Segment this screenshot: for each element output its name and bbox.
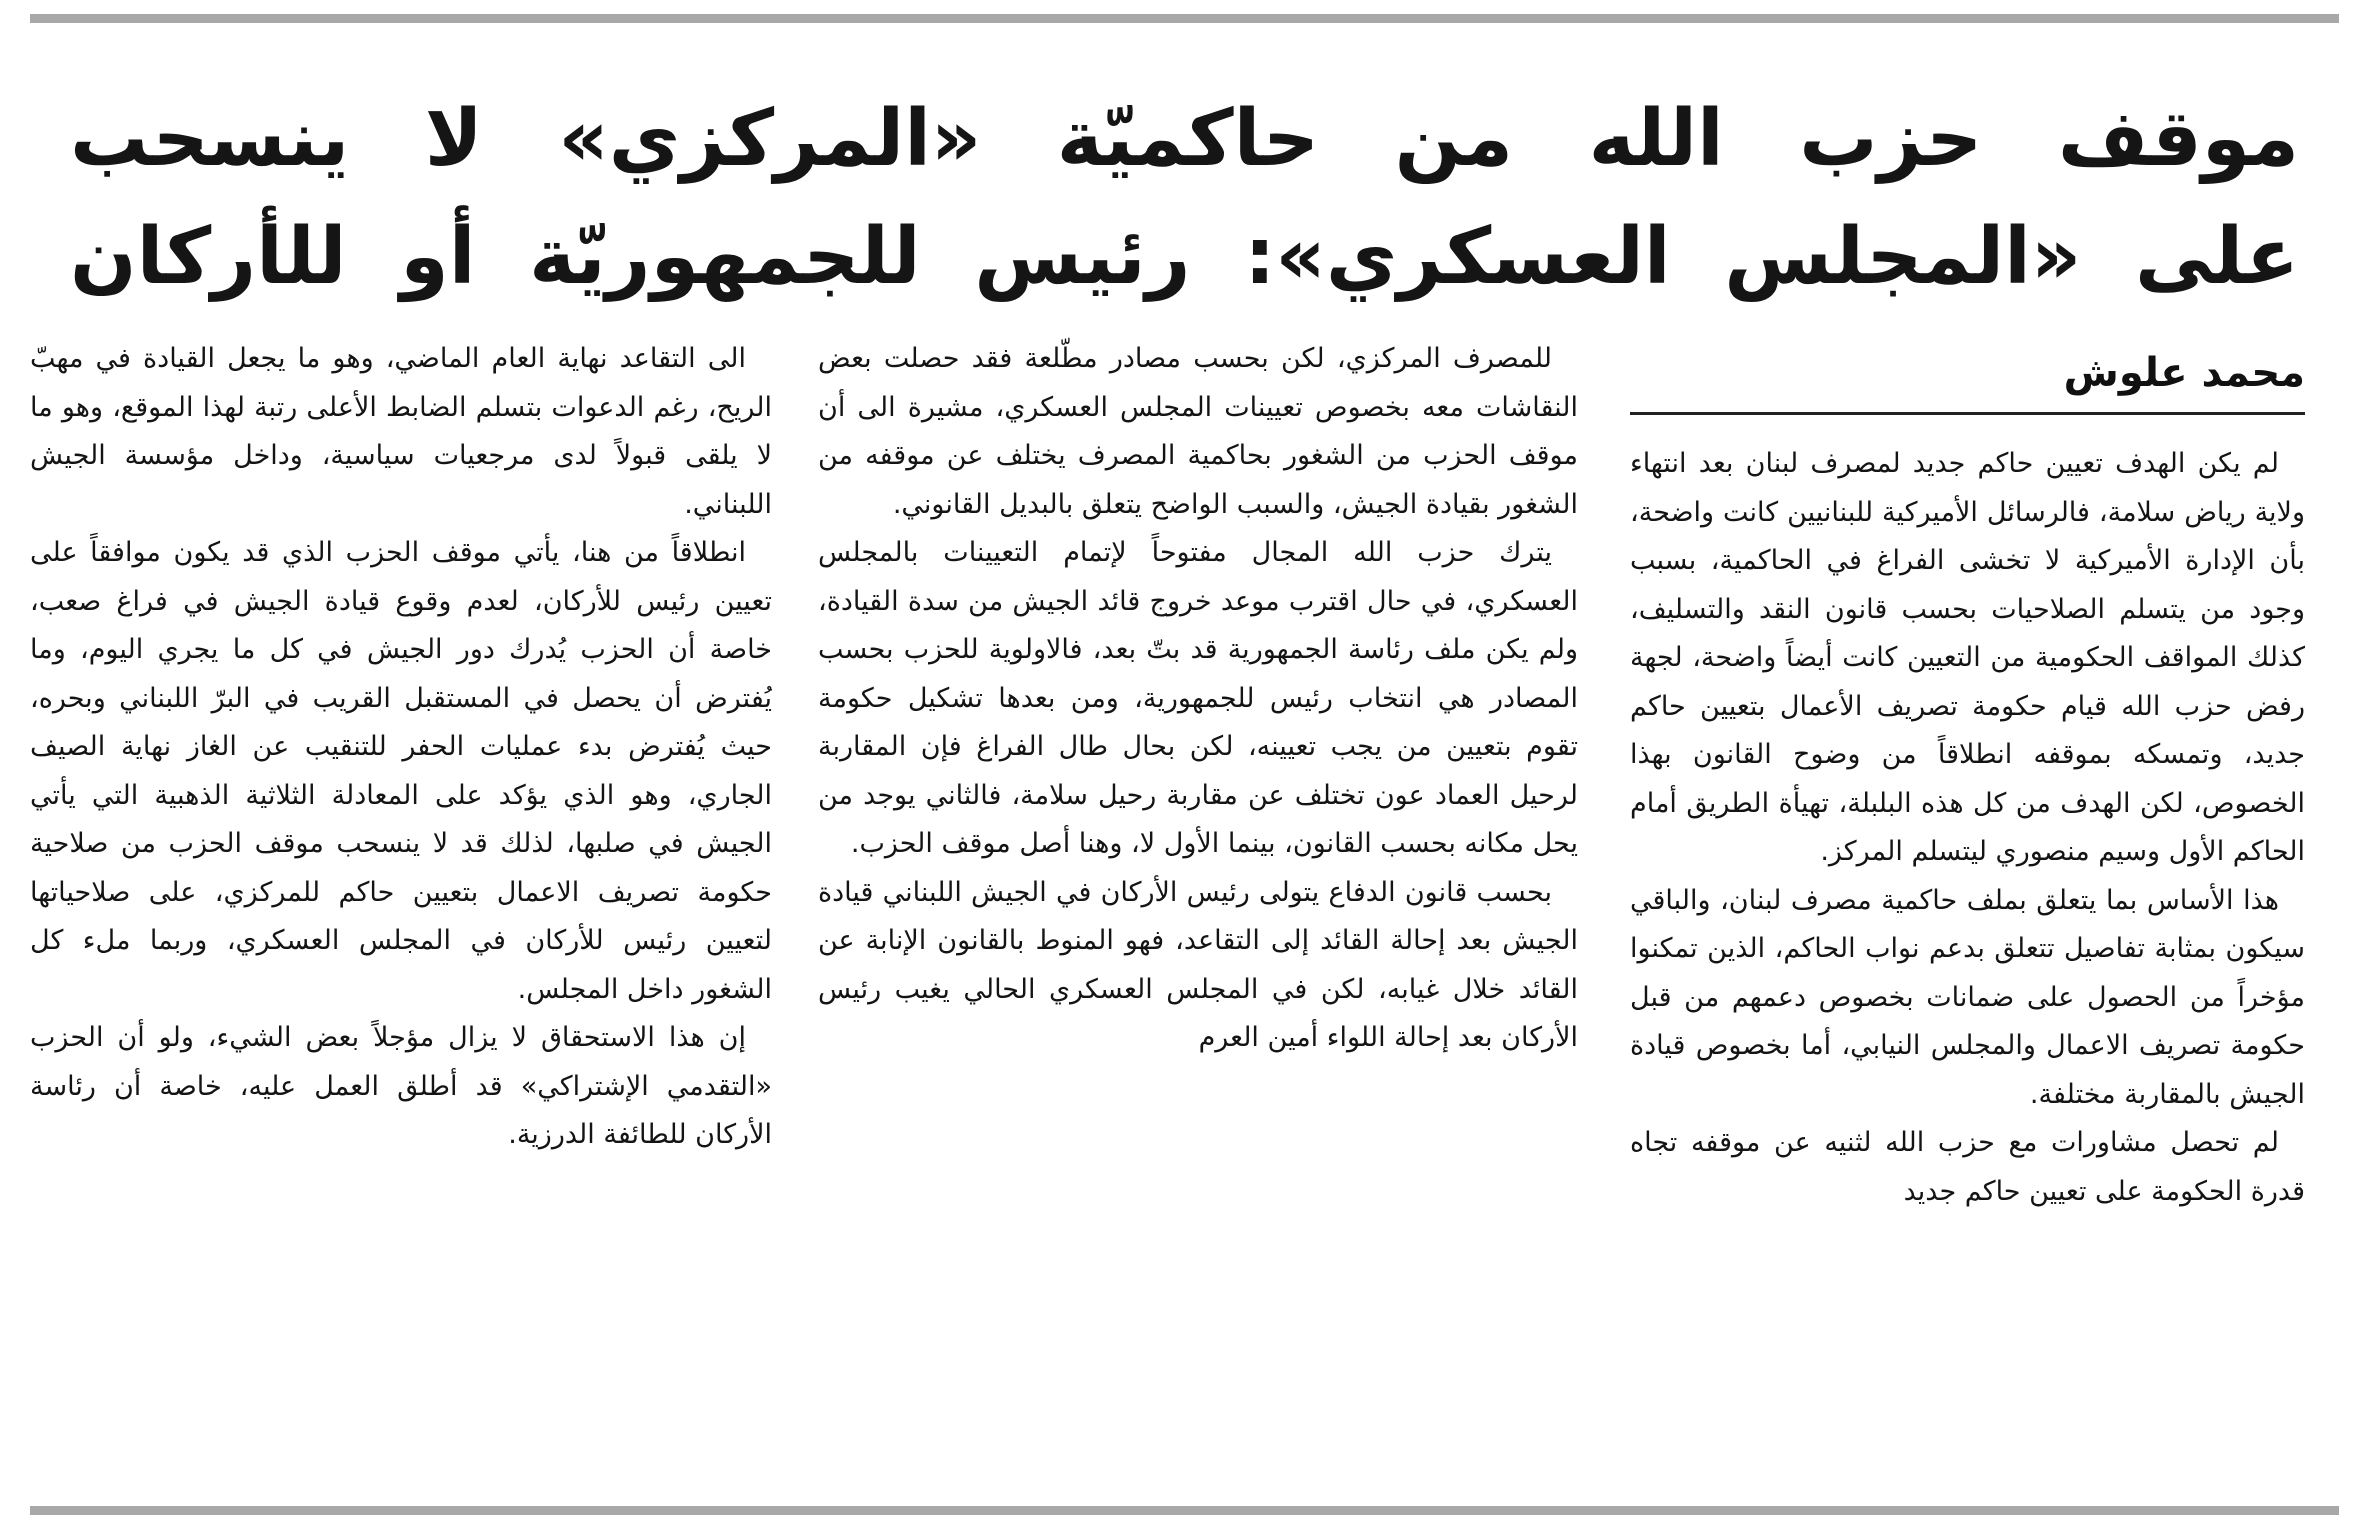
- top-rule: [30, 14, 2339, 23]
- paragraph: يترك حزب الله المجال مفتوحاً لإتمام التعيينات بالمجلس العسكري، في حال اقترب موعد خروج قائد الجيش من سدة القيادة، ولم يكن ملف رئاسة الجمهورية قد بتّ بعد، فالاولوية للحزب بحسب المصادر هي انتخاب رئيس للجمهورية، ومن بعدها تشكيل حكومة تقوم بتعيين من يجب تعيينه، لكن بحال طال الفراغ فإن المقاربة لرحيل العماد عون تختلف عن مقاربة رحيل سلامة، فالثاني يوجد من يحل مكانه بحسب القانون، بينما الأول لا، وهنا أصل موقف الحزب.: [818, 537, 1578, 859]
- paragraph: إن هذا الاستحقاق لا يزال مؤجلاً بعض الشيء، ولو أن الحزب «التقدمي الإشتراكي» قد أطلق العمل عليه، خاصة أن رئاسة الأركان للطائفة الدرزية.: [30, 1022, 772, 1150]
- paragraph: الى التقاعد نهاية العام الماضي، وهو ما يجعل القيادة في مهبّ الريح، رغم الدعوات بتسلم الضابط الأعلى رتبة لهذا الموقع، وهو ما لا يلقى قبولاً لدى مرجعيات سياسية، وداخل مؤسسة الجيش اللبناني.: [30, 343, 772, 520]
- article-column-2: [818, 335, 1578, 1480]
- headline-line-2: على «المجلس العسكري»: رئيس للجمهوريّة أو للأركان: [70, 212, 2299, 302]
- author-byline: محمد علوش: [2063, 350, 2305, 396]
- bottom-rule: [30, 1506, 2339, 1515]
- article-column-1: [1630, 440, 2305, 1480]
- paragraph: للمصرف المركزي، لكن بحسب مصادر مطّلعة فقد حصلت بعض النقاشات معه بخصوص تعيينات المجلس العسكري، مشيرة الى أن موقف الحزب من الشغور بحاكمية المصرف يختلف عن موقفه من الشغور بقيادة الجيش، والسبب الواضح يتعلق بالبديل القانوني.: [818, 343, 1578, 520]
- headline-line-1: موقف حزب الله من حاكميّة «المركزي» لا ينسحب: [70, 94, 2299, 184]
- article-column-3: [30, 335, 772, 1480]
- paragraph: هذا الأساس بما يتعلق بملف حاكمية مصرف لبنان، والباقي سيكون بمثابة تفاصيل تتعلق بدعم نواب الحاكم، الذين تمكنوا مؤخراً من الحصول على ضمانات بخصوص دعمهم من قبل حكومة تصريف الاعمال والمجلس النيابي، أما بخصوص قيادة الجيش بالمقاربة مختلفة.: [1630, 884, 2305, 1110]
- paragraph: بحسب قانون الدفاع يتولى رئيس الأركان في الجيش اللبناني قيادة الجيش بعد إحالة القائد إلى التقاعد، فهو المنوط بالقانون الإنابة عن القائد خلال غيابه، لكن في المجلس العسكري الحالي يغيب رئيس الأركان بعد إحالة اللواء أمين العرم: [818, 876, 1578, 1053]
- paragraph: انطلاقاً من هنا، يأتي موقف الحزب الذي قد يكون موافقاً على تعيين رئيس للأركان، لعدم وقوع قيادة الجيش في فراغ صعب، خاصة أن الحزب يُدرك دور الجيش في كل ما يجري اليوم، وما يُفترض أن يحصل في المستقبل القريب في البرّ اللبناني وبحره، حيث يُفترض بدء عمليات الحفر للتنقيب عن الغاز نهاية الصيف الجاري، وهو الذي يؤكد على المعادلة الثلاثية الذهبية التي يأتي الجيش في صلبها، لذلك قد لا ينسحب موقف الحزب من صلاحية حكومة تصريف الاعمال بتعيين حاكم للمركزي، على صلاحياتها لتعيين رئيس للأركان في المجلس العسكري، وربما ملء كل الشغور داخل المجلس.: [30, 537, 772, 1005]
- headline: [70, 80, 2299, 316]
- byline-divider: [1630, 412, 2305, 415]
- paragraph: لم تحصل مشاورات مع حزب الله لثنيه عن موقفه تجاه قدرة الحكومة على تعيين حاكم جديد: [1630, 1127, 2305, 1207]
- paragraph: لم يكن الهدف تعيين حاكم جديد لمصرف لبنان بعد انتهاء ولاية رياض سلامة، فالرسائل الأميركية للبنانيين كانت واضحة، بأن الإدارة الأميركية لا تخشى الفراغ في الحاكمية، بسبب وجود من يتسلم الصلاحيات بحسب قانون النقد والتسليف، كذلك المواقف الحكومية من التعيين كانت أيضاً واضحة، لجهة رفض حزب الله قيام حكومة تصريف الأعمال بتعيين حاكم جديد، وتمسكه بموقفه انطلاقاً من وضوح القانون بهذا الخصوص، لكن الهدف من كل هذه البلبلة، تهيأة الطريق أمام الحاكم الأول وسيم منصوري ليتسلم المركز.: [1630, 448, 2305, 867]
